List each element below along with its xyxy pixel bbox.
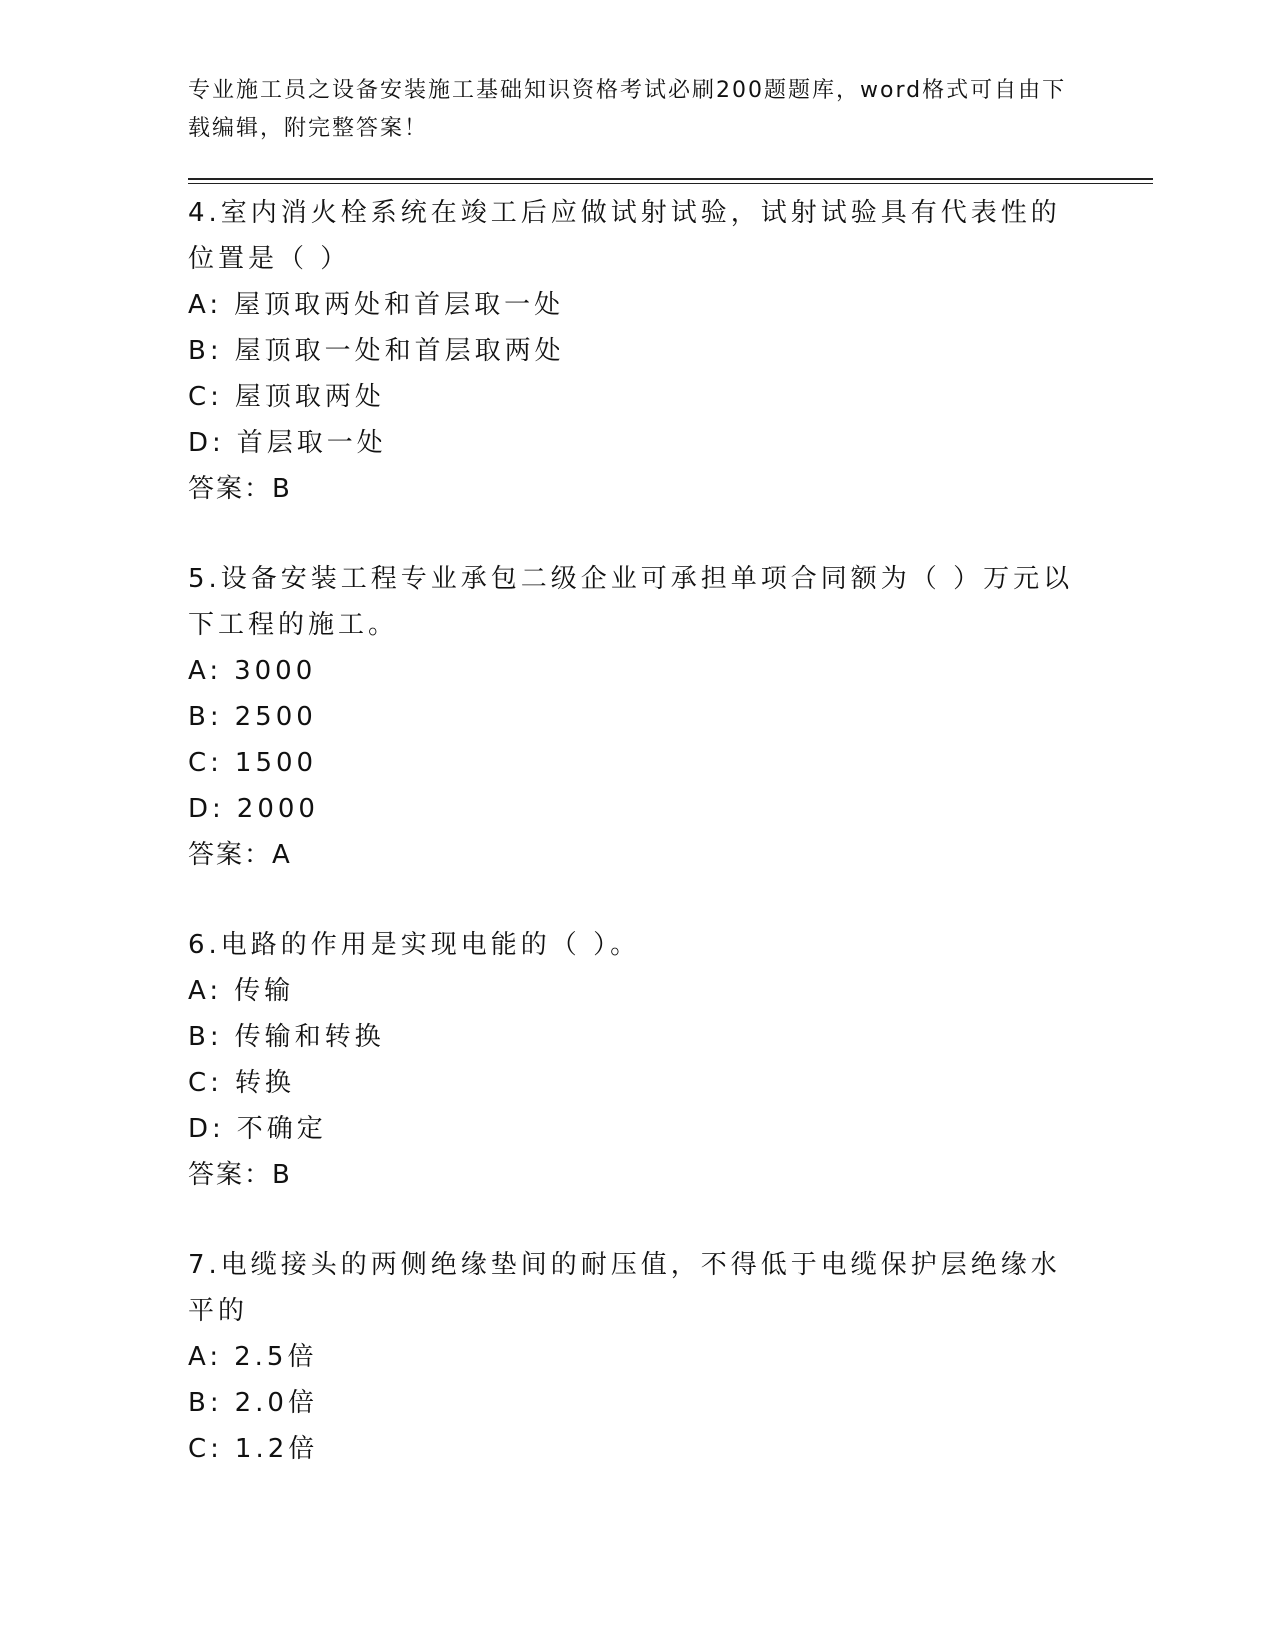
question-stem: 4.室内消火栓系统在竣工后应做试射试验，试射试验具有代表性的位置是（ ） xyxy=(188,198,1061,274)
header-divider-thick xyxy=(188,178,1153,180)
option-a xyxy=(188,648,1088,694)
option-text: 2.0倍 xyxy=(234,1388,318,1418)
option-text: 2.5倍 xyxy=(234,1342,318,1372)
question-5 xyxy=(188,556,1088,878)
document-header: 专业施工员之设备安装施工基础知识资格考试必刷200题题库，word格式可自由下载编辑，附完整答案！ xyxy=(188,78,1067,141)
option-text: 首层取一处 xyxy=(236,428,387,458)
question-7 xyxy=(188,1242,1088,1472)
header-divider-thin xyxy=(188,183,1153,184)
option-letter: A: xyxy=(188,976,223,1006)
option-text: 传输 xyxy=(234,976,295,1006)
option-d xyxy=(188,786,1088,832)
option-letter: B: xyxy=(188,702,223,732)
option-text: 2000 xyxy=(236,794,319,824)
option-text: 不确定 xyxy=(236,1114,327,1144)
option-c xyxy=(188,374,1088,420)
option-letter: B: xyxy=(188,1022,223,1052)
option-letter: A: xyxy=(188,1342,223,1372)
option-text: 屋顶取一处和首层取两处 xyxy=(234,336,565,366)
option-letter: B: xyxy=(188,1388,223,1418)
option-b xyxy=(188,328,1088,374)
question-stem: 7.电缆接头的两侧绝缘垫间的耐压值，不得低于电缆保护层绝缘水平的 xyxy=(188,1250,1061,1326)
answer-line: 答案：B xyxy=(188,474,292,504)
question-4 xyxy=(188,190,1088,512)
option-letter: A: xyxy=(188,656,223,686)
question-6 xyxy=(188,922,1088,1198)
option-letter: C: xyxy=(188,382,223,412)
option-letter: D: xyxy=(188,1114,225,1144)
option-letter: C: xyxy=(188,1068,223,1098)
option-c xyxy=(188,1426,1088,1472)
option-a xyxy=(188,968,1088,1014)
option-text: 传输和转换 xyxy=(234,1022,385,1052)
option-text: 屋顶取两处和首层取一处 xyxy=(234,290,565,320)
option-c xyxy=(188,1060,1088,1106)
option-letter: D: xyxy=(188,428,225,458)
option-text: 1.2倍 xyxy=(234,1434,319,1464)
answer-line: 答案：B xyxy=(188,1160,292,1190)
option-letter: A: xyxy=(188,290,223,320)
option-letter: D: xyxy=(188,794,225,824)
question-list xyxy=(188,190,1088,1516)
option-text: 屋顶取两处 xyxy=(234,382,385,412)
option-b xyxy=(188,694,1088,740)
option-text: 1500 xyxy=(234,748,318,778)
answer-line: 答案：A xyxy=(188,840,292,870)
option-text: 3000 xyxy=(234,656,317,686)
option-d xyxy=(188,1106,1088,1152)
option-c xyxy=(188,740,1088,786)
option-letter: B: xyxy=(188,336,223,366)
option-text: 转换 xyxy=(234,1068,295,1098)
option-a xyxy=(188,282,1088,328)
option-a xyxy=(188,1334,1088,1380)
option-b xyxy=(188,1014,1088,1060)
question-stem: 5.设备安装工程专业承包二级企业可承担单项合同额为（ ）万元以下工程的施工。 xyxy=(188,564,1074,640)
option-letter: C: xyxy=(188,748,223,778)
option-d xyxy=(188,420,1088,466)
option-letter: C: xyxy=(188,1434,223,1464)
question-stem: 6.电路的作用是实现电能的（ ）。 xyxy=(188,930,641,960)
option-text: 2500 xyxy=(234,702,317,732)
option-b xyxy=(188,1380,1088,1426)
